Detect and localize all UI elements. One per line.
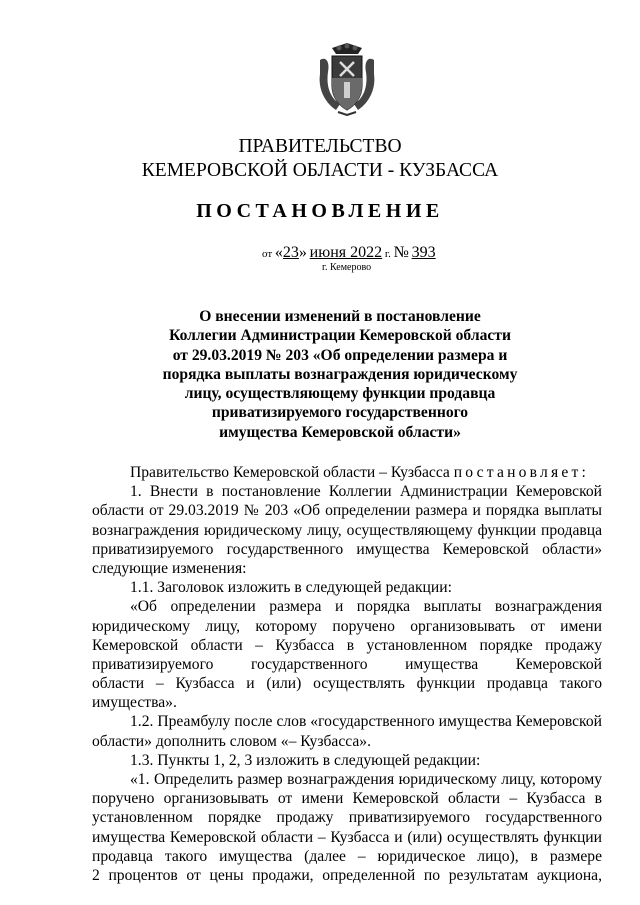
body-line: юридическому лицу, которому поручено организовывать от имени (92, 617, 602, 635)
body-line: поручено организовывать от имени Кемеровской области – Кузбасса в (92, 790, 602, 808)
dateline-month-year: июня 2022 (309, 244, 383, 261)
body-lines (92, 482, 602, 885)
kemerovo-coat-of-arms-icon (318, 42, 376, 116)
intro-line (92, 463, 602, 482)
organization-name-line1: ПРАВИТЕЛЬСТВО (238, 136, 402, 157)
organization-name-line2: КЕМЕРОВСКОЙ ОБЛАСТИ - КУЗБАССА (141, 160, 499, 181)
dateline-quote-open: « (274, 244, 283, 261)
heading-line: лицу, осуществляющему функции продавца (184, 385, 496, 403)
body-line: «Об определении размера и порядка выплаты вознаграждения (130, 598, 602, 616)
body-line: области» дополнить словом «– Кузбасса». (92, 732, 371, 750)
dateline-quote-close: » (298, 244, 307, 261)
body-line: области – Кузбасса и (или) осуществлять функции продавца такого (92, 675, 602, 693)
body-line: 1.3. Пункты 1, 2, 3 изложить в следующей редакции: (130, 751, 481, 769)
body-line: приватизируемого государственного имущества Кемеровской (92, 655, 602, 673)
heading-line: порядка выплаты вознаграждения юридическому (162, 365, 518, 383)
document-dateline (262, 246, 436, 261)
document-heading (140, 307, 540, 442)
body-line: 1.1. Заголовок изложить в следующей редакции: (130, 579, 452, 597)
body-line: 1.2. Преамбулу после слов «государственного имущества Кемеровской (130, 713, 602, 731)
body-line: 2 процентов от цены продажи, определенной по результатам аукциона, (92, 866, 602, 884)
body-line: приватизируемого государственного имущества Кемеровской области» (92, 540, 602, 558)
dateline-number-sign: № (393, 244, 409, 261)
body-line: имущества». (92, 694, 177, 712)
heading-line: Коллегии Администрации Кемеровской области (169, 327, 511, 345)
document-type-title: ПОСТАНОВЛЕНИЕ (196, 200, 444, 222)
body-line: «1. Определить размер вознаграждения юридическому лицу, которому (130, 771, 602, 788)
dateline-from: от (262, 248, 273, 260)
intro-prefix: Правительство Кемеровской области – Кузбасса (130, 464, 454, 481)
document-body (92, 463, 602, 885)
dateline-year-suffix: г. (384, 248, 391, 260)
heading-line: от 29.03.2019 № 203 «Об определении размера и (172, 346, 508, 364)
body-line: имущества Кемеровской области – Кузбасса и (или) осуществлять функции (92, 828, 602, 846)
body-line: Кемеровской области – Кузбасса в установленном порядке продажу (92, 636, 602, 654)
body-line: продавца такого имущества (далее – юридическое лицо), в размере (92, 847, 602, 865)
body-line: вознаграждения юридическому лицу, осуществляющему функции продавца (92, 521, 602, 539)
intro-spaced-word: постановляет: (453, 464, 590, 481)
document-city: г. Кемерово (322, 262, 372, 273)
heading-line: приватизируемого государственного (211, 404, 469, 422)
body-line: следующие изменения: (92, 559, 247, 577)
body-line: области от 29.03.2019 № 203 «Об определении размера и порядка выплаты (92, 502, 602, 520)
heading-line: имущества Кемеровской области» (219, 423, 461, 441)
heading-line: О внесении изменений в постановление (199, 308, 481, 325)
body-line: установленном порядке продажу приватизируемого государственного (92, 809, 602, 827)
dateline-day: 23 (282, 244, 299, 261)
body-line: 1. Внести в постановление Коллегии Администрации Кемеровской (130, 483, 602, 501)
dateline-number: 393 (411, 244, 436, 261)
